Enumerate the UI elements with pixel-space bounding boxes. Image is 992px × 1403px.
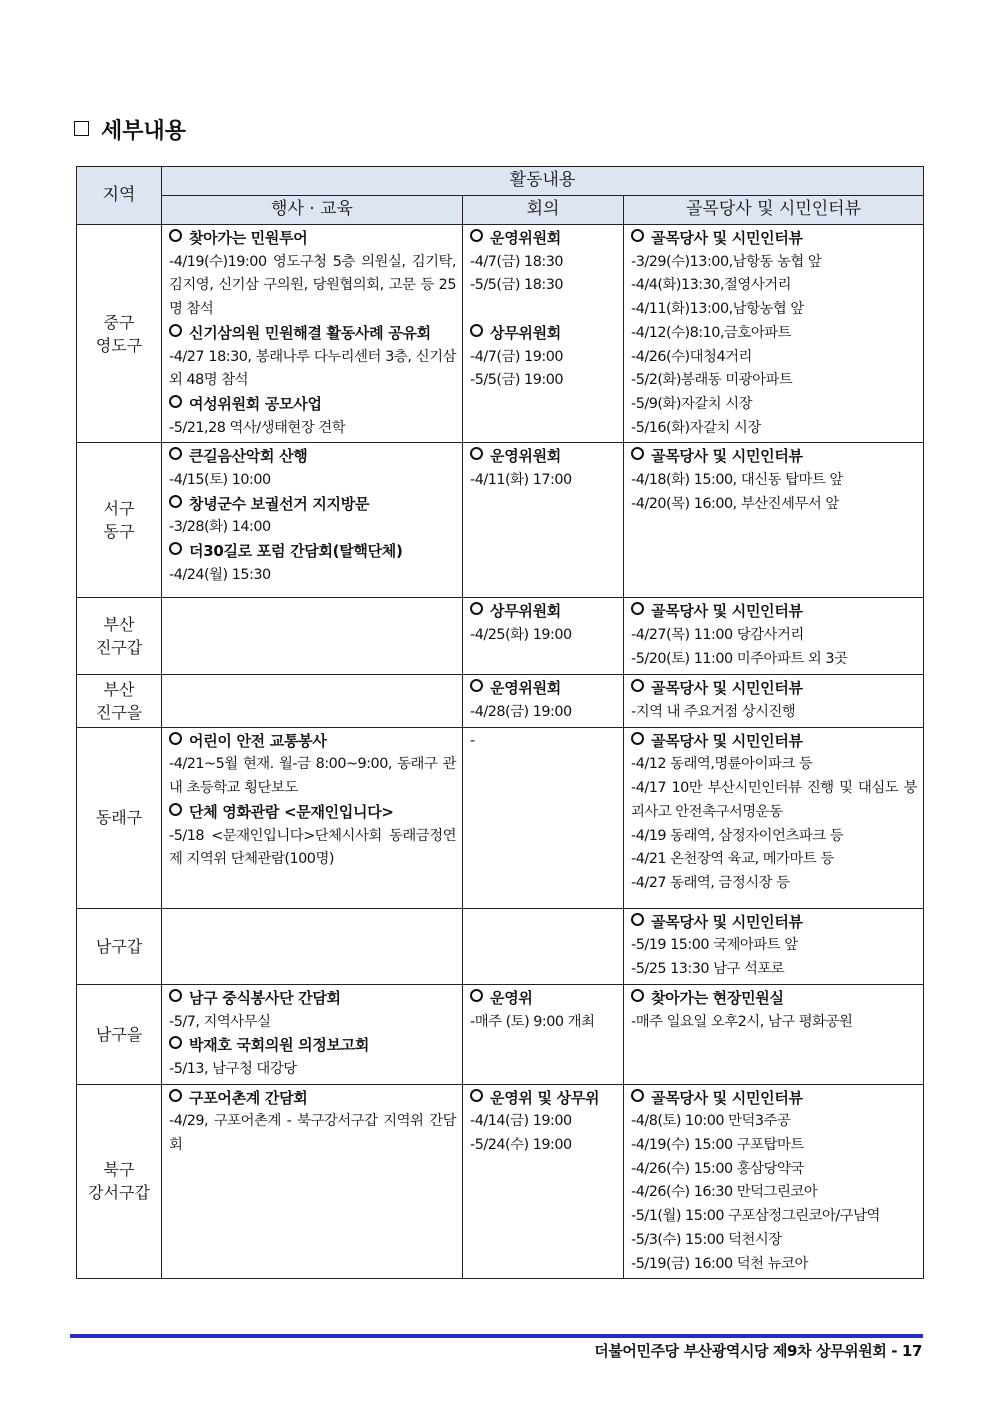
region-name: 중구	[103, 312, 135, 332]
activity-detail: -5/21,28 역사/생태현장 견학	[169, 419, 346, 436]
activity-item	[169, 1087, 456, 1111]
table-body	[77, 225, 924, 1279]
circle-bullet-icon	[169, 542, 182, 555]
activity-detail: -5/9(화)자갈치 시장	[631, 395, 753, 412]
page-footer: 더불어민주당 부산광역시당 제9차 상무위원회 - 17	[594, 1342, 922, 1360]
event-cell	[162, 225, 463, 443]
activity-detail: -4/21~5월 현재. 월-금 8:00~9:00, 동래구 관내 초등학교 횡단보도	[169, 756, 456, 797]
region-name: 영도구	[95, 335, 143, 355]
activity-item	[631, 1087, 917, 1111]
activity-detail: -4/19(수)19:00 영도구청 5층 의원실, 김기탁, 김지영, 신기삼 구의원, 당원협의회, 고문 등 25명 참석	[169, 253, 456, 318]
street-cell	[624, 598, 924, 675]
circle-bullet-icon	[169, 495, 182, 508]
activity-item	[631, 445, 917, 469]
activity-detail: -4/25(화) 19:00	[470, 627, 572, 644]
activity-detail: -5/19(금) 16:00 덕천 뉴코아	[631, 1255, 808, 1272]
activity-item-label: 골목당사 및 시민인터뷰	[651, 731, 803, 750]
event-cell	[162, 908, 463, 984]
activity-item	[169, 540, 456, 564]
header-activity: 활동내용	[162, 167, 924, 196]
activity-item-label: 골목당사 및 시민인터뷰	[651, 602, 803, 621]
activity-item	[169, 493, 456, 517]
circle-bullet-icon	[169, 324, 182, 337]
region-cell	[77, 225, 162, 443]
activity-item-label: 찾아가는 민원투어	[189, 229, 308, 247]
activity-item	[169, 322, 456, 346]
region-cell	[77, 675, 162, 727]
spacer	[470, 298, 617, 322]
region-name: 북구	[103, 1160, 135, 1180]
street-cell	[624, 443, 924, 598]
header-meeting: 회의	[463, 196, 624, 225]
event-cell	[162, 675, 463, 727]
activity-item	[470, 677, 617, 701]
activity-item	[169, 1034, 456, 1058]
activity-item-label: 큰길음산악회 산행	[189, 447, 308, 466]
header-street-office: 골목당사 및 시민인터뷰	[624, 196, 924, 225]
activity-item	[169, 445, 456, 469]
activity-item-label: 운영위원회	[490, 679, 561, 698]
circle-bullet-icon	[169, 1036, 182, 1049]
activity-detail: -4/29, 구포어촌계 - 북구강서구갑 지역위 간담회	[169, 1113, 456, 1154]
activity-item	[470, 987, 617, 1011]
table-row	[77, 443, 924, 598]
activity-detail: -5/3(수) 15:00 덕천시장	[631, 1231, 782, 1248]
activity-item	[169, 987, 456, 1011]
activity-item	[169, 227, 456, 251]
activity-item-label: 골목당사 및 시민인터뷰	[651, 679, 803, 698]
activity-item	[631, 730, 917, 754]
street-cell	[624, 984, 924, 1084]
activity-detail: -4/19(수) 15:00 구포탑마트	[631, 1137, 804, 1154]
circle-bullet-icon	[169, 395, 182, 408]
activity-item-label: 남구 중식봉사단 간담회	[189, 988, 341, 1007]
activity-detail: -3/28(화) 14:00	[169, 519, 271, 536]
region-cell	[77, 1084, 162, 1279]
meeting-cell	[463, 1084, 624, 1279]
circle-bullet-icon	[631, 229, 644, 242]
table-row	[77, 225, 924, 443]
region-name: 진구갑	[95, 638, 143, 658]
activity-detail: -4/20(목) 16:00, 부산진세무서 앞	[631, 495, 839, 512]
activity-detail: -4/15(토) 10:00	[169, 472, 271, 489]
activity-item	[470, 1087, 617, 1111]
region-name: 부산	[103, 680, 135, 700]
activity-detail: -4/4(화)13:30,절영사거리	[631, 277, 792, 294]
activity-detail: -4/28(금) 19:00	[470, 704, 572, 721]
event-cell	[162, 984, 463, 1084]
activity-item	[631, 600, 917, 624]
activity-detail: -5/16(화)자갈치 시장	[631, 419, 761, 436]
circle-bullet-icon	[169, 447, 182, 460]
street-cell	[624, 727, 924, 908]
circle-bullet-icon	[470, 1089, 483, 1102]
section-heading	[74, 114, 186, 145]
circle-bullet-icon	[631, 732, 644, 745]
circle-bullet-icon	[470, 989, 483, 1002]
activity-item-label: 찾아가는 현장민원실	[651, 988, 784, 1007]
activity-detail: -5/20(토) 11:00 미주아파트 외 3곳	[631, 650, 848, 667]
activity-detail: -5/5(금) 18:30	[470, 277, 564, 294]
circle-bullet-icon	[169, 1089, 182, 1102]
circle-bullet-icon	[169, 803, 182, 816]
activity-item	[470, 227, 617, 251]
activity-item	[631, 677, 917, 701]
activity-item	[470, 600, 617, 624]
activity-detail: -5/24(수) 19:00	[470, 1137, 572, 1154]
activity-detail: -지역 내 주요거점 상시진행	[631, 704, 796, 721]
activity-detail: -5/19 15:00 국제아파트 앞	[631, 937, 798, 954]
activity-item	[470, 445, 617, 469]
activity-detail: -4/18(화) 15:00, 대신동 탑마트 앞	[631, 472, 843, 489]
activity-item-label: 구포어촌계 간담회	[189, 1088, 308, 1107]
region-name: 동구	[103, 522, 135, 542]
event-cell	[162, 443, 463, 598]
meeting-cell	[463, 908, 624, 984]
activity-item	[169, 393, 456, 417]
activity-detail: -4/14(금) 19:00	[470, 1113, 572, 1130]
circle-bullet-icon	[631, 679, 644, 692]
activity-detail: -4/7(금) 18:30	[470, 253, 564, 270]
meeting-cell	[463, 727, 624, 908]
circle-bullet-icon	[470, 602, 483, 615]
activity-detail: -4/26(수) 16:30 만덕그린코아	[631, 1184, 818, 1201]
activity-item-label: 단체 영화관람 <문재인입니다>	[189, 802, 394, 821]
activity-item-label: 골목당사 및 시민인터뷰	[651, 447, 803, 466]
activity-detail: -4/12(수)8:10,금호아파트	[631, 324, 792, 341]
table-row	[77, 727, 924, 908]
meeting-cell	[463, 675, 624, 727]
event-cell	[162, 727, 463, 908]
activity-detail: -5/5(금) 19:00	[470, 372, 564, 389]
activity-item-label: 골목당사 및 시민인터뷰	[651, 912, 803, 931]
activity-detail: -4/27(목) 11:00 당감사거리	[631, 627, 804, 644]
circle-bullet-icon	[169, 989, 182, 1002]
circle-bullet-icon	[470, 324, 483, 337]
circle-bullet-icon	[169, 732, 182, 745]
meeting-cell	[463, 443, 624, 598]
activity-item-label: 운영위	[490, 988, 533, 1007]
activity-item	[631, 911, 917, 935]
region-name: 동래구	[95, 808, 143, 828]
table-row	[77, 1084, 924, 1279]
activity-item-label: 운영위원회	[490, 229, 561, 247]
activity-detail: -5/25 13:30 남구 석포로	[631, 961, 785, 978]
region-name: 남구갑	[95, 936, 143, 956]
activity-item-label: 더30길로 포럼 간담회(탈핵단체)	[189, 542, 403, 561]
activity-item-label: 창녕군수 보궐선거 지지방문	[189, 494, 370, 513]
event-cell	[162, 1084, 463, 1279]
activity-detail: -4/19 동래역, 삼정자이언츠파크 등	[631, 827, 844, 844]
activity-item	[169, 730, 456, 754]
region-name: 진구을	[95, 703, 143, 723]
street-cell	[624, 675, 924, 727]
activity-item-label: 신기삼의원 민원해결 활동사례 공유회	[189, 323, 431, 342]
circle-bullet-icon	[169, 229, 182, 242]
circle-bullet-icon	[631, 602, 644, 615]
activity-detail: -4/26(수)대청4거리	[631, 348, 752, 365]
activity-detail: -4/17 10만 부산시민인터뷰 진행 및 대심도 붕괴사고 안전촉구서명운동	[631, 780, 917, 820]
table-row	[77, 984, 924, 1084]
activity-table	[76, 166, 924, 1279]
circle-bullet-icon	[631, 1089, 644, 1102]
activity-item-label: 어린이 안전 교통봉사	[189, 731, 327, 750]
activity-item	[631, 227, 917, 251]
circle-bullet-icon	[631, 913, 644, 926]
event-cell	[162, 598, 463, 675]
activity-detail: -4/7(금) 19:00	[470, 348, 564, 365]
section-heading-text: 세부내용	[101, 119, 187, 144]
activity-item-label: 여성위원회 공모사업	[189, 394, 322, 413]
checkbox-square-icon	[74, 121, 89, 136]
activity-detail: -4/12 동래역,명륜아이파크 등	[631, 756, 813, 773]
activity-detail: -4/26(수) 15:00 홍삼당약국	[631, 1160, 804, 1177]
street-cell	[624, 1084, 924, 1279]
header-region: 지역	[77, 167, 162, 225]
activity-detail: -4/11(화)13:00,남항농협 앞	[631, 301, 804, 318]
activity-item	[631, 987, 917, 1011]
region-name: 부산	[103, 615, 135, 635]
table-row	[77, 908, 924, 984]
activity-item-label: 상무위원회	[490, 602, 561, 621]
activity-detail: -4/11(화) 17:00	[470, 472, 572, 489]
circle-bullet-icon	[470, 679, 483, 692]
region-cell	[77, 727, 162, 908]
region-cell	[77, 984, 162, 1084]
header-event-education: 행사 · 교육	[162, 196, 463, 225]
region-name: 강서구갑	[88, 1183, 150, 1203]
activity-item-label: 골목당사 및 시민인터뷰	[651, 229, 803, 247]
activity-item	[470, 322, 617, 346]
activity-detail: -매주 (토) 9:00 개최	[470, 1013, 595, 1030]
activity-detail: -매주 일요일 오후2시, 남구 평화공원	[631, 1013, 853, 1030]
activity-detail: -4/27 동래역, 금정시장 등	[631, 874, 790, 891]
meeting-cell	[463, 225, 624, 443]
meeting-cell	[463, 984, 624, 1084]
activity-detail: -4/8(토) 10:00 만덕3주공	[631, 1113, 791, 1130]
activity-item-label: 운영위원회	[490, 447, 561, 466]
circle-bullet-icon	[631, 989, 644, 1002]
table-row	[77, 675, 924, 727]
region-cell	[77, 908, 162, 984]
street-cell	[624, 225, 924, 443]
activity-item-label: 박재호 국회의원 의정보고회	[189, 1036, 370, 1055]
footer-rule	[70, 1334, 923, 1338]
activity-detail: -5/1(월) 15:00 구포삼정그린코아/구남역	[631, 1208, 880, 1225]
activity-detail: -5/7, 지역사무실	[169, 1013, 271, 1030]
activity-detail: -5/18 <문재인입니다>단체시사회 동래금정연제 지역위 단체관람(100명)	[169, 827, 456, 868]
activity-item-label: 골목당사 및 시민인터뷰	[651, 1088, 803, 1107]
activity-detail: -4/27 18:30, 봉래나루 다누리센터 3층, 신기삼 외 48명 참석	[169, 348, 456, 389]
region-cell	[77, 598, 162, 675]
circle-bullet-icon	[631, 447, 644, 460]
activity-detail: -4/21 온천장역 육교, 메가마트 등	[631, 851, 834, 868]
meeting-cell	[463, 598, 624, 675]
activity-detail: -5/13, 남구청 대강당	[169, 1060, 297, 1077]
circle-bullet-icon	[470, 447, 483, 460]
activity-detail: -5/2(화)봉래동 미광아파트	[631, 372, 793, 389]
region-name: 서구	[103, 499, 135, 519]
activity-item-label: 상무위원회	[490, 323, 561, 342]
region-cell	[77, 443, 162, 598]
activity-detail: -4/24(월) 15:30	[169, 566, 271, 583]
activity-item	[169, 801, 456, 825]
activity-item-label: 운영위 및 상무위	[490, 1088, 600, 1107]
region-name: 남구을	[95, 1024, 143, 1044]
circle-bullet-icon	[470, 229, 483, 242]
table-row	[77, 598, 924, 675]
street-cell	[624, 908, 924, 984]
activity-detail: -3/29(수)13:00,남항동 농협 앞	[631, 253, 822, 270]
activity-detail: -	[470, 732, 475, 749]
